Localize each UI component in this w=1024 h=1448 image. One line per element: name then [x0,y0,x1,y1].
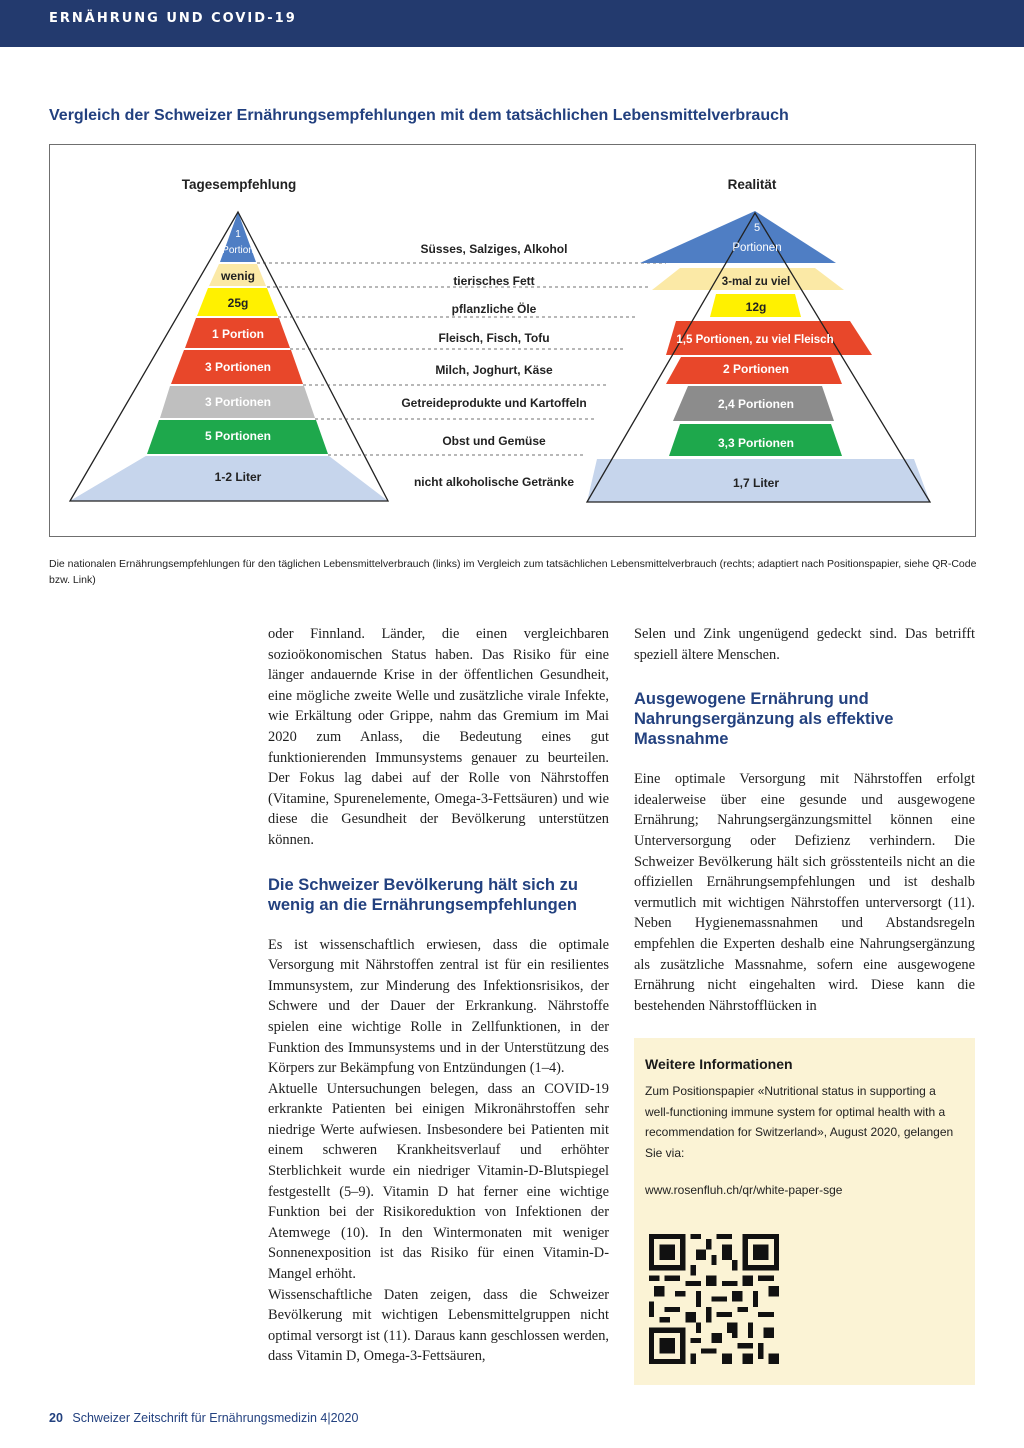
right-label-5: 2 Portionen [722,362,790,376]
right-label-6: 2,4 Portionen [717,397,795,411]
left-pyramid-heading: Tagesempfehlung [181,177,297,192]
left-label-2: wenig [220,269,256,283]
right-label-1a: 5 [753,222,761,234]
category-6: Getreideprodukte und Kartoffeln [401,396,587,410]
left-label-1b: Portion [222,245,254,256]
header-bar [0,0,1024,47]
page-number: 20 [49,1411,63,1425]
left-label-7: 5 Portionen [204,429,272,443]
left-label-4: 1 Portion [211,327,265,341]
qr-code-icon[interactable] [649,1234,779,1364]
paragraph: Selen und Zink ungenügend gedeckt sind. Das betrifft speziell ältere Menschen. [634,626,975,663]
right-label-2: 3-mal zu viel [721,276,791,288]
category-5: Milch, Joghurt, Käse [435,363,553,377]
paragraph: Wissenschaftliche Daten zeigen, dass die Schweizer Bevölkerung mit wichtigen Lebensmittelgruppen nicht optimal versorgt ist (11). Daraus kann geschlossen werden, dass Vitamin D, Omega-3-Fettsäuren, [268,1286,609,1365]
right-label-3: 12g [745,300,767,314]
category-8: nicht alkoholische Getränke [413,475,575,489]
info-title: Weitere Informationen [645,1056,793,1072]
paragraph: Aktuelle Untersuchungen belegen, dass an COVID-19 erkrankte Patienten bei einigen Mikronährstoffen sehr niedrige Werte aufwiesen. Insbesondere bei Patienten mit einem schweren Krankheitsverlauf und erhöhter Sterblichkeit wurde ein niedriger Vitamin-D-Blutspiegel festgestellt (5–9). Vitamin D hat ferner eine wichtige Funktion bei der Risikoreduktion von Infektionen der Atemwege (10). In den Wintermonaten mit weniger Sonnenexposition ist das Risiko für einen Vitamin-D-Mangel erhöht. [268,1080,609,1283]
left-label-1a: 1 [235,229,241,240]
left-label-8: 1-2 Liter [214,470,262,484]
paragraph: Eine optimale Versorgung mit Nährstoffen erfolgt idealerweise über eine gesunde und ausgewogene Ernährung; Nahrungsergänzungsmittel können eine Unterversorgung oder Defizienz verhindern. Die Schweizer Bevölkerung hält sich grösstenteils nicht an die offiziellen Ernährungsempfehlungen und ist deshalb vermutlich mit wichtigen Nährstoffen unterversorgt (11). Neben Hygienemassnahmen und Abstandsregeln empfehlen die Experten deshalb eine Nahrungsergänzung als zusätzliche Massnahme, sofern eine ausgewogene Ernährung nicht eingehalten wird. Diese kann die bestehenden Nährstofflücken in [634,771,975,1014]
left-label-6: 3 Portionen [204,395,272,409]
info-box [634,1038,975,1385]
left-label-5: 3 Portionen [204,360,272,374]
journal-name: Schweizer Zeitschrift für Ernährungsmedizin 4|2020 [72,1411,359,1425]
category-2: tierisches Fett [453,274,535,288]
category-4: Fleisch, Fisch, Tofu [438,331,550,345]
pyramid-figure [49,144,976,537]
info-text: Zum Positionspapier «Nutritional status in supporting a well-functioning immune system for optimal health with a recommendation for Switzerland», August 2020, gelangen Sie via: [645,1084,954,1160]
left-label-3: 25g [227,296,249,310]
section-title: ERNÄHRUNG UND COVID-19 [49,11,297,26]
section-heading: Die Schweizer Bevölkerung hält sich zu wenig an die Ernährungsempfehlungen [268,875,578,914]
info-link[interactable]: www.rosenfluh.ch/qr/white-paper-sge [645,1183,843,1197]
right-column [634,624,975,1016]
figure-caption: Die nationalen Ernährungsempfehlungen für den täglichen Lebensmittelverbrauch (links) im Vergleich zum tatsächlichen Lebensmittelverbrauch (rechts; adaptiert nach Positionspapier, siehe QR-Code bzw. Link) [49,558,977,586]
right-label-7: 3,3 Portionen [717,436,795,450]
category-7: Obst und Gemüse [442,434,546,448]
right-tier-1 [640,211,836,263]
page-footer [49,1411,358,1425]
right-pyramid-heading: Realität [727,177,777,192]
right-label-4: 1,5 Portionen, zu viel Fleisch [676,334,834,346]
pyramid-diagram [50,145,975,536]
category-1: Süsses, Salziges, Alkohol [420,242,568,256]
left-column [268,624,609,1367]
paragraph: oder Finnland. Länder, die einen vergleichbaren sozioökonomischen Status haben. Das Risiko für eine länger andauernde Krise in der öffentlichen Gesundheit, eine mögliche zweite Welle und zusätzliche virale Infekte, wie Erkältung oder Grippe, nahm das Gremium im Mai 2020 zum Anlass, die Bedeutung eines gut funktionierenden Immunsystems genauer zu beurteilen. Der Fokus lag dabei auf der Rolle von Nährstoffen (Vitamine, Spurenelemente, Omega-3-Fettsäuren) und wie diese die Gesundheit der Bevölkerung unterstützen können. [268,626,609,848]
right-label-1b: Portionen [732,242,782,254]
figure-title: Vergleich der Schweizer Ernährungsempfehlungen mit dem tatsächlichen Lebensmittelverbrauch [49,107,789,124]
right-label-8: 1,7 Liter [732,476,780,490]
section-heading: Ausgewogene Ernährung und Nahrungsergänzung als effektive Massnahme [634,690,894,749]
paragraph: Es ist wissenschaftlich erwiesen, dass die optimale Versorgung mit Nährstoffen zentral ist für ein resilientes Immunsystem, zur Minderung des Infektionsrisikos, der Schwere und der Dauer der Erkrankung. Nährstoffe spielen eine wichtige Rolle in Zellfunktionen, in der Funktion des Immunsystems und in der Unterstützung des Körpers zur Bekämpfung von Entzündungen (1–4). [268,936,609,1077]
category-3: pflanzliche Öle [451,302,537,316]
